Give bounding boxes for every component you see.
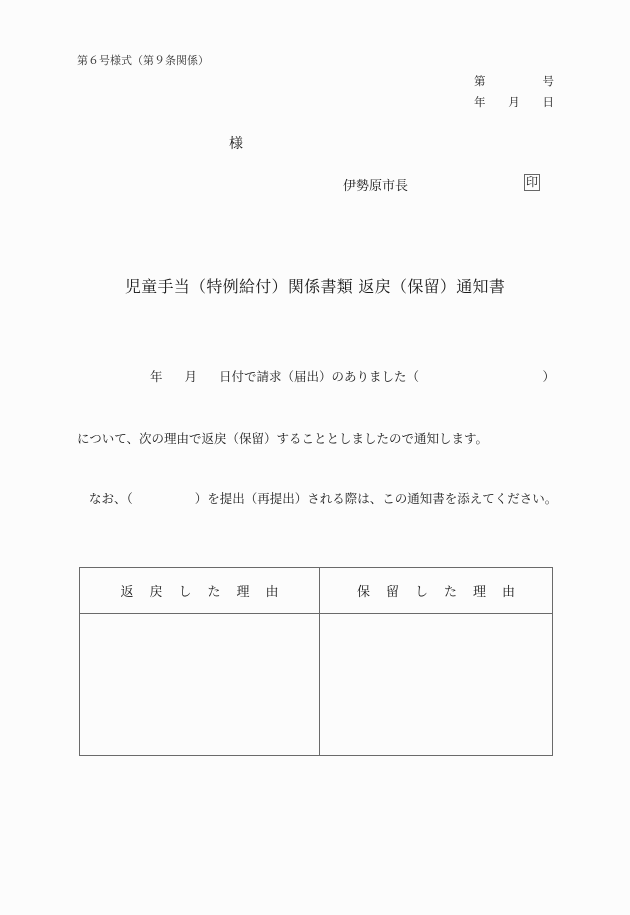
paragraph-request-date [150,367,555,385]
seal-mark-icon: 印 [526,175,539,189]
p1-rest: 日付で請求（届出）のありました（ [219,369,420,384]
document-title: 児童手当（特例給付）関係書類 返戻（保留）通知書 [124,277,506,296]
date-year: 年 [474,95,486,109]
date-month: 月 [508,95,520,109]
p3-rest: ）を提出（再提出）される際は、この通知書を添えてください。 [194,491,558,506]
date-day: 日 [542,95,554,109]
header-return-reason: 返戻した理由 [80,568,320,614]
p1-year: 年 [150,369,163,384]
hold-reason-field[interactable] [320,614,552,755]
paragraph-notice: について、次の理由で返戻（保留）することとしましたので通知します。 [77,431,489,446]
document-date [474,94,554,110]
p1-close-paren: ） [542,369,555,384]
issuer-name: 伊勢原市長 [343,179,409,194]
paragraph-submission-note [89,489,557,507]
return-reason-field[interactable] [80,614,320,755]
recipient-honorific: 様 [229,136,243,152]
p1-month: 月 [184,369,198,384]
header-hold-reason: 保留した理由 [320,568,552,614]
document-number [474,73,554,93]
p3-lead: なお、（ [89,491,133,506]
reasons-table [79,567,553,756]
form-identifier: 第６号様式（第９条関係） [77,54,209,67]
document-number-suffix: 号 [542,74,554,88]
document-number-prefix: 第 [474,74,486,88]
